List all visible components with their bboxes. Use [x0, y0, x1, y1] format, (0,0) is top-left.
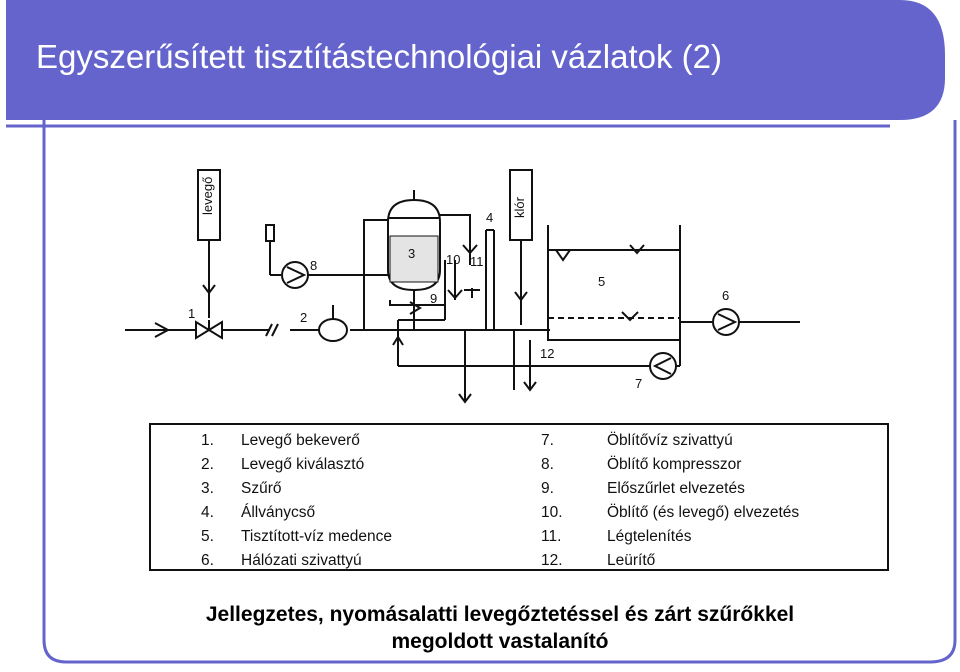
caption-line-2: megoldott vastalanító [391, 630, 609, 653]
legend-item-11: 11. Légtelenítés [541, 528, 692, 545]
label-5: 5 [598, 274, 606, 289]
label-9: 9 [430, 291, 438, 306]
legend-item-10: 10. Öblítő (és levegő) elvezetés [541, 504, 800, 521]
legend-item-1: 1. Levegő bekeverő [201, 432, 360, 449]
label-4: 4 [486, 210, 494, 225]
slide-title: Egyszerűsített tisztítástechnológiai vázlatok (2) [36, 38, 722, 75]
label-11: 11 [470, 254, 484, 269]
legend-item-4: 4. Állványcső [201, 504, 316, 521]
label-3: 3 [408, 246, 416, 261]
caption-line-1: Jellegzetes, nyomásalatti levegőztetéssel és zárt szűrőkkel [205, 603, 795, 626]
chlorine-tank-label: klór [512, 197, 527, 218]
legend-item-8: 8. Öblítő kompresszor [541, 456, 742, 473]
label-10: 10 [446, 252, 461, 267]
label-2: 2 [300, 310, 308, 325]
legend-item-3: 3. Szűrő [201, 480, 282, 497]
label-12: 12 [540, 346, 555, 361]
chlorine-tank [510, 170, 532, 325]
legend-item-12: 12. Leürítő [541, 552, 656, 569]
air-separator [319, 319, 347, 341]
air-tank-label: levegő [200, 176, 215, 215]
label-1: 1 [188, 306, 196, 321]
air-mixer-valve [196, 320, 222, 338]
label-8: 8 [310, 258, 318, 273]
legend-item-9: 9. Előszűrlet elvezetés [541, 480, 745, 497]
legend-table [149, 423, 889, 571]
clean-water-basin [540, 225, 680, 340]
legend-item-5: 5. Tisztított-víz medence [201, 528, 393, 545]
label-6: 6 [722, 288, 730, 303]
rinse-water-pump [393, 320, 680, 379]
legend-item-2: 2. Levegő kiválasztó [201, 456, 365, 473]
label-7: 7 [635, 376, 643, 391]
legend-item-6: 6. Hálózati szivattyú [201, 552, 362, 569]
standpipe [486, 230, 494, 330]
legend-item-7: 7. Öblítővíz szivattyú [541, 432, 733, 449]
network-pump [680, 309, 800, 335]
rinse-compressor [266, 225, 388, 288]
